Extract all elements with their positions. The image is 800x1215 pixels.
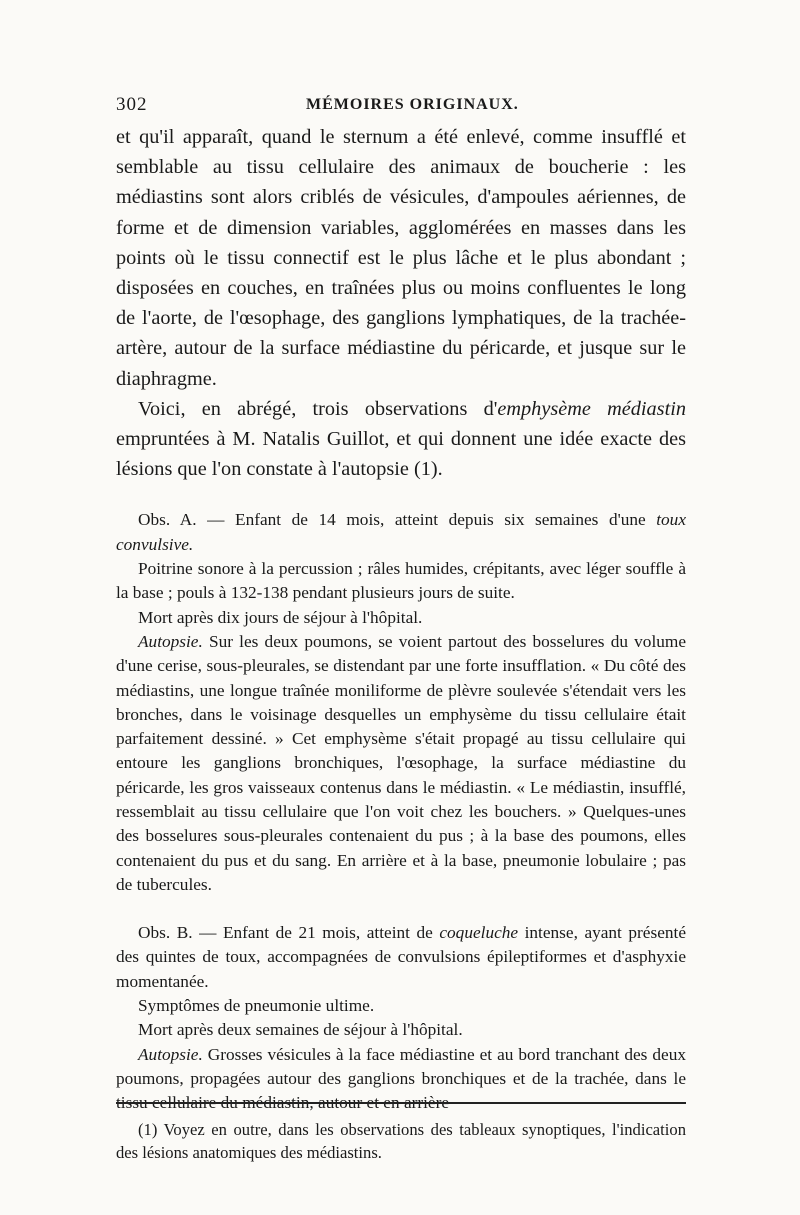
obs-b-autopsy-text: Grosses vésicules à la face médiastine et au bord tranchant des deux poumons, propagées autour des ganglions bronchiques et de la trachée, dans le tissu cellulaire du médiastin, autour et en arrière [116,1044,686,1113]
obs-a-heading [116,508,686,557]
obs-b-head-text-1: — Enfant de 21 mois, atteint de [192,923,440,943]
obs-b-label: Obs. B. [138,923,193,943]
footnote-rule [116,1102,686,1104]
obs-a-label: Obs. A. [138,510,197,530]
obs-b-death: Mort après deux semaines de séjour à l'hôpital. [138,1020,463,1040]
footnote-text: (1) Voyez en outre, dans les observations des tableaux synoptiques, l'indication des lésions anatomiques des médiastins. [116,1120,686,1162]
obs-a-head-italic: toux convulsive. [116,510,686,554]
obs-b-head-text-2: intense, ayant présenté des quintes de toux, accompagnées de convulsions épileptiformes et d'asphyxie momentanée. [116,923,686,991]
obs-a-symptoms: Poitrine sonore à la percussion ; râles humides, crépitants, avec léger souffle à la base ; pouls à 132-138 pendant plusieurs jours de suite. [116,559,686,603]
running-head: MÉMOIRES ORIGINAUX. [306,96,519,113]
obs-b-heading [116,921,686,994]
observation-b [116,921,686,1115]
obs-b-head-italic: coqueluche [439,923,519,943]
intro-p2-italic: emphysème médiastin [497,397,686,420]
page-number: 302 [116,94,148,115]
intro-section [116,122,686,484]
page-header [116,94,686,122]
body-text [116,122,686,1116]
obs-b-symptoms: Symptômes de pneumonie ultime. [138,996,375,1016]
obs-a-death: Mort après dix jours de séjour à l'hôpital. [138,607,423,627]
observation-a [116,508,686,897]
intro-p2-text-a: Voici, en abrégé, trois observations d' [138,397,498,420]
obs-a-autopsy-label: Autopsie. [138,631,203,651]
footnote [116,1118,686,1164]
intro-paragraph-2 [116,394,686,485]
obs-a-autopsy [116,630,686,897]
obs-b-autopsy [116,1043,686,1116]
intro-paragraph-1: et qu'il apparaît, quand le sternum a été enlevé, comme insufflé et semblable au tissu cellulaire des animaux de boucherie : les médiastins sont alors criblés de vésicules, d'ampoules aériennes, de forme et de dimension variables, agglomérées en masses dans les points où le tissu connectif est le plus lâche et le plus abondant ; disposées en couches, en traînées plus ou moins confluentes le long de l'aorte, de l'œsophage, des ganglions lymphatiques, de la trachée-artère, autour de la surface médiastine du péricarde, et jusque sur le diaphragme. [116,126,686,390]
obs-a-autopsy-text: Sur les deux poumons, se voient partout des bosselures du volume d'une cerise, sous-pleurales, se distendant par une forte insufflation. « Du côté des médiastins, une longue traînée moniliforme de plèvre soulevée s'étendait vers les bronches, dans le voisinage desquelles un emphysème du tissu cellulaire était parfaitement dessiné. » Cet emphysème s'était propagé au tissu cellulaire qui entoure les ganglions bronchiques, l'œsophage, la surface médiastine du péricarde, les gros vaisseaux contenus dans le médiastin. « Le médiastin, insufflé, ressemblait au tissu cellulaire que l'on voit chez les bouchers. » Quelques-unes des bosselures sous-pleurales contenaient du pus ; à la base des poumons, elles contenaient du pus et du sang. En arrière et à la base, pneumonie lobulaire ; pas de tubercules. [116,631,686,894]
obs-a-head-text: — Enfant de 14 mois, atteint depuis six semaines d'une [196,510,657,530]
intro-p2-text-b: empruntées à M. Natalis Guillot, et qui donnent une idée exacte des lésions que l'on constate à l'autopsie (1). [116,428,686,481]
obs-b-autopsy-label: Autopsie. [138,1044,203,1064]
